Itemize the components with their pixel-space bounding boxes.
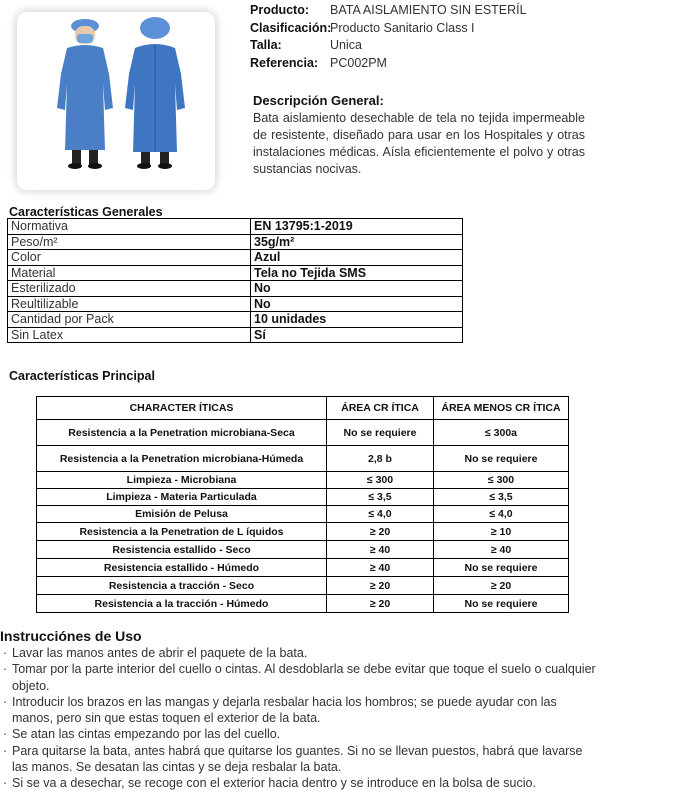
table-row [8, 265, 463, 281]
spec-row-clasificacion [250, 20, 527, 38]
table-cell: Resistencia a la Penetration microbiana-Seca [37, 420, 327, 446]
list-item [0, 726, 600, 742]
table-row [37, 523, 569, 541]
table-cell: ≤ 3,5 [434, 489, 569, 506]
table-cell: ≤ 3,5 [327, 489, 434, 506]
list-item [0, 743, 600, 776]
instruction-text: Introducir los brazos en las mangas y dejarla resbalar hacia los hombros; se puede ayudar con las manos, pero sin que estas toquen el exterior de la bata. [12, 694, 557, 726]
spec-value: BATA AISLAMIENTO SIN ESTERÍL [330, 3, 527, 17]
property-name: Sin Latex [8, 327, 251, 343]
instructions-title: Instrucciónes de Uso [0, 628, 142, 644]
list-item [0, 775, 600, 791]
table-cell: ≥ 10 [434, 523, 569, 541]
table-cell: ≥ 40 [327, 559, 434, 577]
description-text: Bata aislamiento desechable de tela no tejida impermeable de resistente, diseñado para usar en los Hospitales y otras instalaciones médicas. Aísla eficientemente el polvo y otras sustancias nocivas. [253, 111, 585, 176]
property-value: No [251, 281, 463, 297]
table-cell: Emisión de Pelusa [37, 506, 327, 523]
principal-characteristics-table [36, 396, 569, 613]
property-name: Reultilizable [8, 296, 251, 312]
bullet: · [3, 694, 8, 709]
table-cell: ≥ 20 [434, 577, 569, 595]
back-view-figure [125, 17, 185, 169]
table-row [8, 296, 463, 312]
column-header: ÁREA MENOS CR ÍTICA [434, 397, 569, 420]
description-title: Descripción General: [253, 93, 384, 108]
table-cell: Resistencia a la Penetration microbiana-Húmeda [37, 446, 327, 472]
list-item [0, 694, 600, 727]
property-value: No [251, 296, 463, 312]
table-row [37, 541, 569, 559]
instruction-text: Se atan las cintas empezando por las del cuello. [12, 727, 281, 742]
table-row [37, 559, 569, 577]
instruction-text: Para quitarse la bata, antes habrá que quitarse los guantes. Si no se llevan puestos, habrá que lavarse las manos. Se desatan las cintas y se deja resbalar la bata. [12, 743, 583, 775]
table-row [37, 446, 569, 472]
table-cell: ≥ 20 [327, 595, 434, 613]
instruction-text: Lavar las manos antes de abrir el paquete de la bata. [12, 646, 308, 660]
spec-value: Unica [330, 38, 362, 52]
table-header-row [37, 397, 569, 420]
front-view-figure [57, 19, 113, 169]
bullet: · [3, 727, 8, 742]
table-cell: ≥ 20 [327, 577, 434, 595]
table-cell: No se requiere [434, 559, 569, 577]
property-value: 35g/m² [251, 234, 463, 250]
table-cell: No se requiere [434, 446, 569, 472]
table-row [37, 472, 569, 489]
instruction-text: Si se va a desechar, se recoge con el exterior hacia dentro y se introduce en la bolsa de sucio. [12, 776, 536, 791]
table-cell: ≤ 300 [434, 472, 569, 489]
product-specs [250, 2, 527, 72]
table-row [8, 234, 463, 250]
instruction-text: Tomar por la parte interior del cuello o cintas. Al desdoblarla se debe evitar que toque el suelo o cualquier objeto. [12, 662, 596, 693]
spec-value: Producto Sanitario Class I [330, 20, 475, 35]
property-name: Color [8, 250, 251, 266]
spec-label: Clasificación: [250, 20, 332, 35]
table-row [37, 420, 569, 446]
product-photo [17, 12, 215, 190]
table-row [37, 506, 569, 523]
property-value: EN 13795:1-2019 [251, 219, 463, 235]
bullet: · [3, 743, 8, 758]
table-row [8, 219, 463, 235]
general-characteristics-title: Características Generales [9, 205, 163, 219]
table-row [37, 595, 569, 613]
general-characteristics-table [7, 218, 463, 343]
table-cell: ≥ 20 [327, 523, 434, 541]
table-cell: ≤ 300 [327, 472, 434, 489]
instructions-list [0, 645, 600, 792]
table-cell: Resistencia a la tracción - Húmedo [37, 595, 327, 613]
table-row [37, 577, 569, 595]
table-cell: ≤ 4,0 [327, 506, 434, 523]
table-row [8, 327, 463, 343]
table-row [8, 250, 463, 266]
bullet: · [3, 646, 8, 660]
table-cell: ≥ 40 [327, 541, 434, 559]
table-cell: Limpieza - Microbiana [37, 472, 327, 489]
spec-row-referencia [250, 55, 527, 73]
table-cell: No se requiere [434, 595, 569, 613]
bullet: · [3, 662, 8, 677]
spec-row-producto [250, 2, 527, 20]
property-name: Cantidad por Pack [8, 312, 251, 328]
spec-label: Producto: [250, 3, 310, 17]
principal-characteristics-title: Características Principal [9, 369, 155, 383]
table-cell: ≥ 40 [434, 541, 569, 559]
table-cell: Resistencia estallido - Seco [37, 541, 327, 559]
property-value: Tela no Tejida SMS [251, 265, 463, 281]
column-header: CHARACTER ÍTICAS [37, 397, 327, 420]
bullet: · [3, 776, 8, 791]
table-cell: Limpieza - Materia Particulada [37, 489, 327, 506]
gown-illustration [17, 12, 215, 190]
spec-row-talla [250, 37, 527, 55]
list-item [0, 645, 600, 661]
table-row [8, 312, 463, 328]
spec-value: PC002PM [330, 55, 387, 70]
property-name: Esterilizado [8, 281, 251, 297]
table-cell: ≤ 300a [434, 420, 569, 446]
table-cell: Resistencia a tracción - Seco [37, 577, 327, 595]
table-row [37, 489, 569, 506]
spec-label: Referencia: [250, 55, 319, 70]
property-name: Normativa [8, 219, 251, 235]
column-header: ÁREA CR ÍTICA [327, 397, 434, 420]
list-item [0, 661, 600, 694]
table-cell: ≤ 4,0 [434, 506, 569, 523]
spec-label: Talla: [250, 38, 282, 52]
table-cell: Resistencia a la Penetration de L íquidos [37, 523, 327, 541]
property-name: Material [8, 265, 251, 281]
property-value: 10 unidades [251, 312, 463, 328]
property-value: Azul [251, 250, 463, 266]
table-row [8, 281, 463, 297]
property-name: Peso/m² [8, 234, 251, 250]
table-cell: Resistencia estallido - Húmedo [37, 559, 327, 577]
property-value: Sí [251, 327, 463, 343]
table-cell: 2,8 b [327, 446, 434, 472]
table-cell: No se requiere [327, 420, 434, 446]
